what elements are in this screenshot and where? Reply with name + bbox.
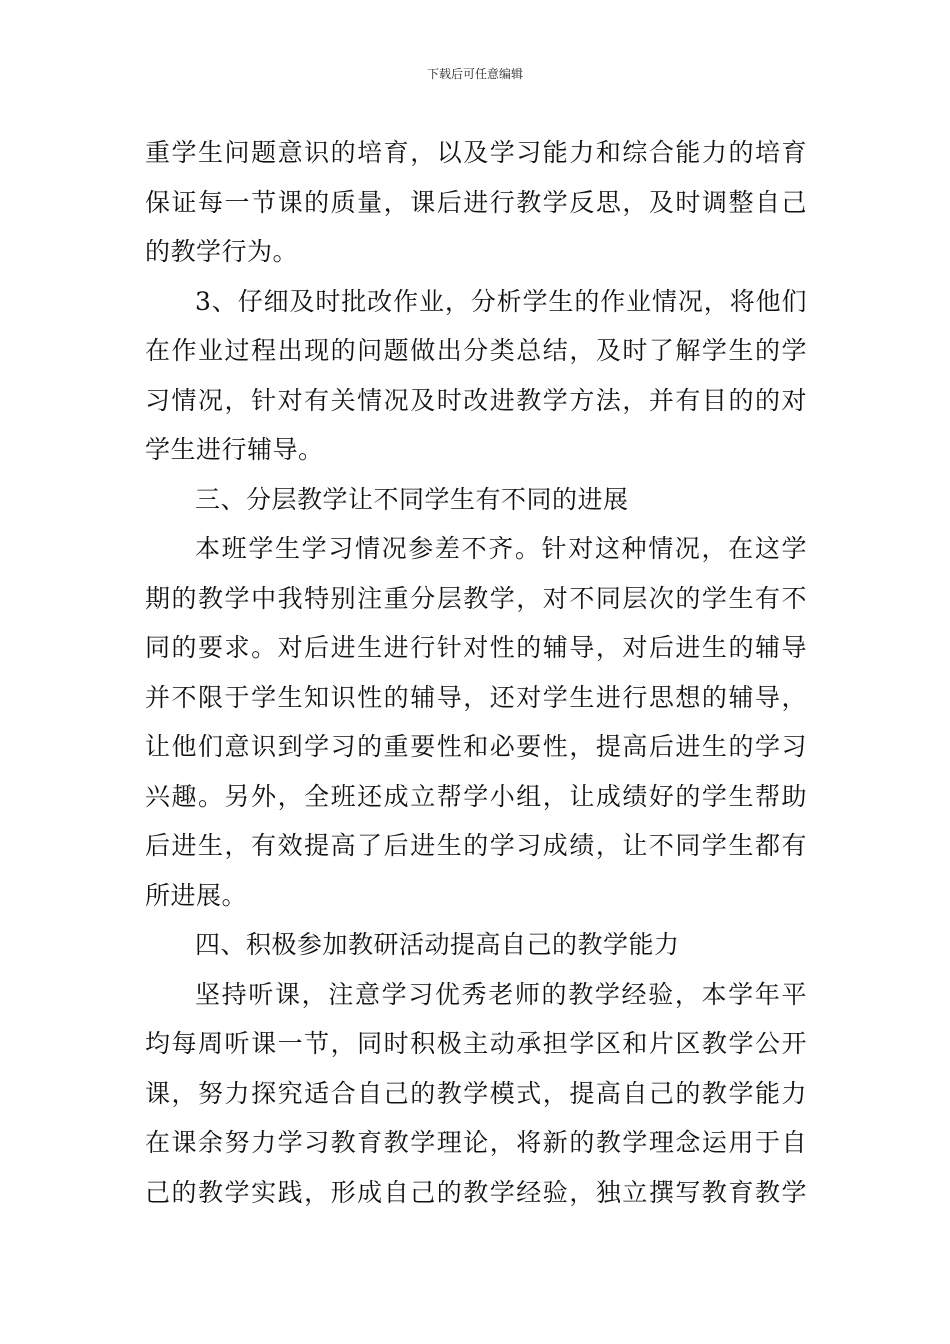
text-line: 保证每一节课的质量，课后进行教学反思，及时调整自己 xyxy=(145,187,807,217)
text-line: 坚持听课，注意学习优秀老师的教学经验，本学年平 xyxy=(195,979,807,1009)
document-body xyxy=(145,128,807,1217)
text-line: 兴趣。另外，全班还成立帮学小组，让成绩好的学生帮助 xyxy=(145,781,807,811)
section-heading: 三、分层教学让不同学生有不同的进展 xyxy=(195,484,629,514)
text-line: 期的教学中我特别注重分层教学，对不同层次的学生有不 xyxy=(145,583,807,613)
text-line: 重学生问题意识的培育，以及学习能力和综合能力的培育 xyxy=(145,138,807,167)
text-line: 课，努力探究适合自己的教学模式，提高自己的教学能力 xyxy=(145,1078,807,1108)
text-line: 学生进行辅导。 xyxy=(145,435,324,464)
text-line: 均每周听课一节，同时积极主动承担学区和片区教学公开 xyxy=(145,1029,807,1058)
page-header: 下载后可任意编辑 xyxy=(426,67,523,81)
text-line: 本班学生学习情况参差不齐。针对这种情况，在这学 xyxy=(195,534,807,563)
text-line: 让他们意识到学习的重要性和必要性，提高后进生的学习 xyxy=(145,732,807,761)
text-line: 己的教学实践，形成自己的教学经验，独立撰写教育教学 xyxy=(145,1177,807,1207)
text-line: 3、仔细及时批改作业，分析学生的作业情况，将他们 xyxy=(195,286,807,316)
text-line: 在课余努力学习教育教学理论，将新的教学理念运用于自 xyxy=(145,1128,807,1157)
text-line: 在作业过程出现的问题做出分类总结，及时了解学生的学 xyxy=(145,336,807,365)
text-line: 同的要求。对后进生进行针对性的辅导，对后进生的辅导 xyxy=(145,633,807,662)
section-heading: 四、积极参加教研活动提高自己的教学能力 xyxy=(195,930,680,959)
text-line: 习情况，针对有关情况及时改进教学方法，并有目的的对 xyxy=(145,385,807,415)
text-line: 所进展。 xyxy=(145,880,248,910)
text-line: 的教学行为。 xyxy=(145,237,299,266)
text-line: 后进生，有效提高了后进生的学习成绩，让不同学生都有 xyxy=(145,831,807,860)
text-line: 并不限于学生知识性的辅导，还对学生进行思想的辅导， xyxy=(145,682,807,712)
